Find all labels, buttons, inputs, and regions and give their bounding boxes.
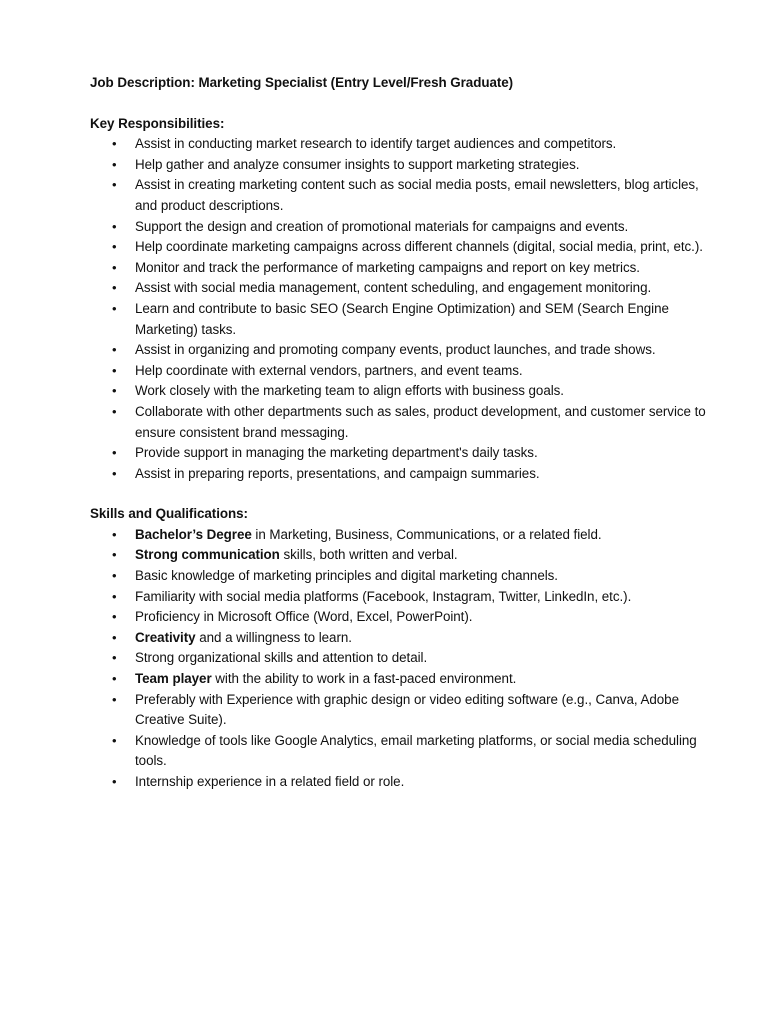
responsibility-item <box>112 217 710 238</box>
responsibility-item <box>112 237 710 258</box>
responsibility-text: Monitor and track the performance of marketing campaigns and report on key metrics. <box>135 259 640 275</box>
skill-item <box>112 669 710 690</box>
skill-text: in Marketing, Business, Communications, or a related field. <box>251 526 602 542</box>
responsibility-item <box>112 134 710 155</box>
bullet-icon: • <box>112 609 117 625</box>
skill-item <box>112 772 710 793</box>
responsibility-text: Provide support in managing the marketing department's daily tasks. <box>135 445 538 461</box>
responsibility-text: Learn and contribute to basic SEO (Search Engine Optimization) and SEM (Search Engine Marketing) tasks. <box>135 300 669 337</box>
skill-item <box>112 545 710 566</box>
bullet-icon: • <box>112 239 117 255</box>
bullet-icon: • <box>112 465 117 481</box>
skills-list <box>90 525 710 793</box>
bullet-icon: • <box>112 650 117 666</box>
skills-heading: Skills and Qualifications: <box>90 506 248 522</box>
bullet-icon: • <box>112 588 117 604</box>
skill-text: skills, both written and verbal. <box>279 547 458 563</box>
responsibility-item <box>112 361 710 382</box>
skill-text: Strong organizational skills and attention to detail. <box>135 650 428 666</box>
responsibility-text: Assist in creating marketing content such as social media posts, email newsletters, blog articles, and product descriptions. <box>135 177 699 213</box>
responsibility-item <box>112 443 710 464</box>
skill-item <box>112 648 710 669</box>
bullet-icon: • <box>112 774 117 789</box>
responsibility-text: Assist in conducting market research to identify target audiences and competitors. <box>135 136 617 152</box>
responsibility-item <box>112 340 710 361</box>
skill-text: Knowledge of tools like Google Analytics, email marketing platforms, or social media scheduling tools. <box>135 732 697 769</box>
responsibility-item <box>112 402 710 443</box>
responsibilities-heading: Key Responsibilities: <box>90 115 225 131</box>
skill-item <box>112 628 710 649</box>
skill-item <box>112 587 710 608</box>
responsibility-text: Assist in organizing and promoting company events, product launches, and trade shows. <box>135 342 656 358</box>
bullet-icon: • <box>112 383 117 399</box>
responsibility-item <box>112 155 710 176</box>
bullet-icon: • <box>112 136 117 152</box>
bullet-icon: • <box>112 218 117 234</box>
responsibility-item <box>112 381 710 402</box>
responsibility-text: Assist with social media management, content scheduling, and engagement monitoring. <box>135 280 652 296</box>
bullet-icon: • <box>112 732 117 748</box>
responsibility-text: Support the design and creation of promotional materials for campaigns and events. <box>135 218 629 234</box>
skill-text: Internship experience in a related field or role. <box>135 774 405 789</box>
responsibility-text: Help gather and analyze consumer insights to support marketing strategies. <box>135 156 580 172</box>
skill-lead: Team player <box>135 671 212 687</box>
skill-item <box>112 731 710 772</box>
bullet-icon: • <box>112 177 117 193</box>
bullet-icon: • <box>112 403 117 419</box>
bullet-icon: • <box>112 526 117 542</box>
bullet-icon: • <box>112 156 117 172</box>
bullet-icon: • <box>112 342 117 358</box>
responsibilities-section <box>90 114 710 485</box>
skill-item <box>112 690 710 731</box>
bullet-icon: • <box>112 629 117 645</box>
responsibility-item <box>112 278 710 299</box>
skill-item <box>112 566 710 587</box>
responsibility-text: Collaborate with other departments such as sales, product development, and customer service to ensure consistent brand messaging. <box>135 403 706 440</box>
skills-section <box>90 504 710 792</box>
bullet-icon: • <box>112 362 117 378</box>
skill-lead: Creativity <box>135 629 196 645</box>
bullet-icon: • <box>112 671 117 687</box>
skill-text: Preferably with Experience with graphic design or video editing software (e.g., Canva, Adobe Creative Suite). <box>135 691 679 728</box>
bullet-icon: • <box>112 568 117 584</box>
skill-text: and a willingness to learn. <box>195 629 352 645</box>
skill-lead: Bachelor’s Degree <box>135 526 252 542</box>
responsibilities-list <box>90 134 710 484</box>
skill-item <box>112 525 710 546</box>
bullet-icon: • <box>112 445 117 461</box>
responsibility-item <box>112 258 710 279</box>
document-title: Job Description: Marketing Specialist (Entry Level/Fresh Graduate) <box>90 75 514 90</box>
responsibility-text: Help coordinate marketing campaigns across different channels (digital, social media, print, etc.). <box>135 239 703 255</box>
bullet-icon: • <box>112 691 117 707</box>
bullet-icon: • <box>112 259 117 275</box>
skill-text: Familiarity with social media platforms (Facebook, Instagram, Twitter, LinkedIn, etc.). <box>135 588 632 604</box>
responsibility-item <box>112 299 710 340</box>
responsibility-item <box>112 175 710 216</box>
skill-item <box>112 607 710 628</box>
responsibility-text: Assist in preparing reports, presentations, and campaign summaries. <box>135 465 540 481</box>
bullet-icon: • <box>112 300 117 316</box>
skill-text: Basic knowledge of marketing principles and digital marketing channels. <box>135 568 558 584</box>
bullet-icon: • <box>112 547 117 563</box>
skill-text: with the ability to work in a fast-paced environment. <box>211 671 517 687</box>
skill-lead: Strong communication <box>135 547 280 563</box>
responsibility-item <box>112 464 710 485</box>
skill-text: Proficiency in Microsoft Office (Word, Excel, PowerPoint). <box>135 609 473 625</box>
responsibility-text: Work closely with the marketing team to align efforts with business goals. <box>135 383 564 399</box>
bullet-icon: • <box>112 280 117 296</box>
document-body <box>90 73 710 793</box>
responsibility-text: Help coordinate with external vendors, partners, and event teams. <box>135 362 523 378</box>
